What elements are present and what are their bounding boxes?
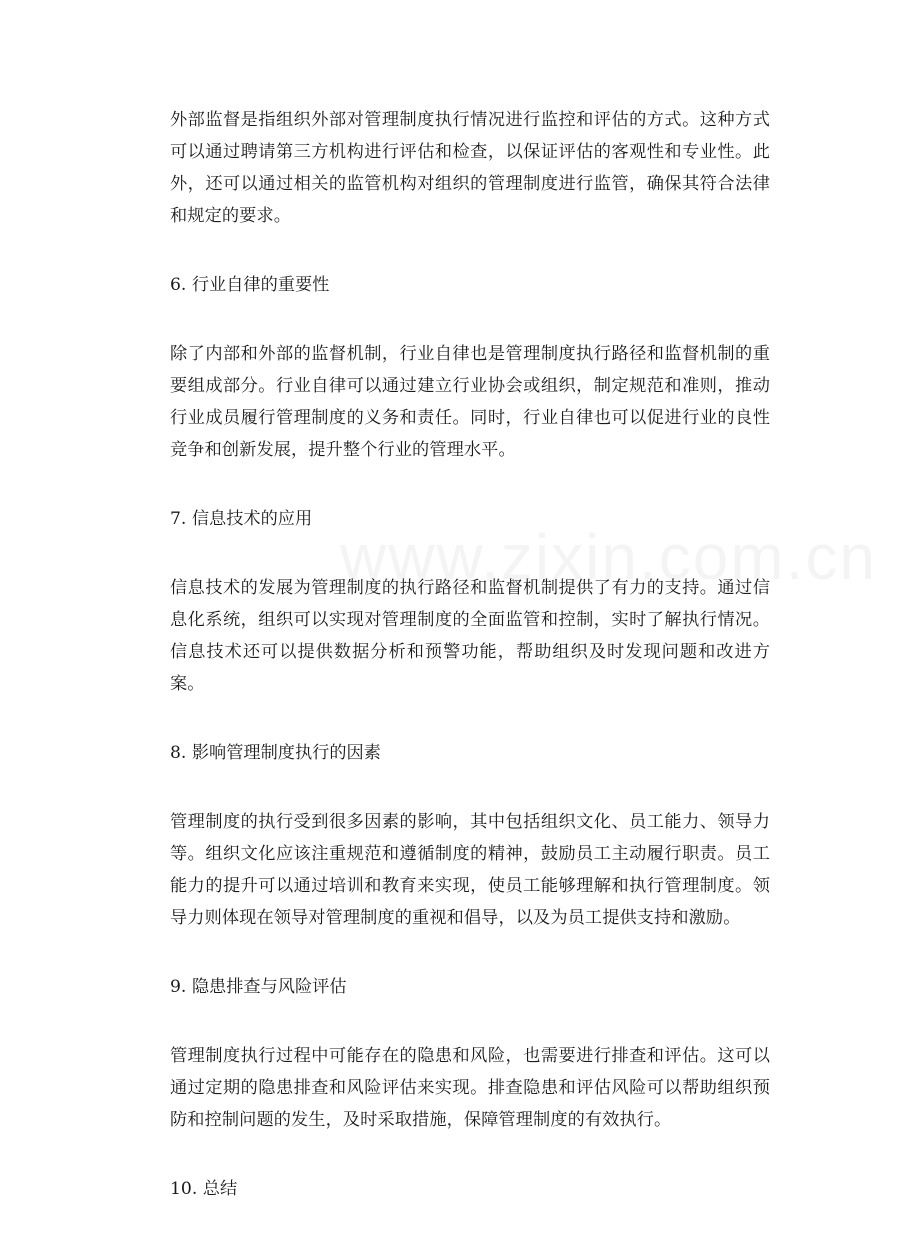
heading-section-7: 7. 信息技术的应用 xyxy=(170,509,313,529)
heading-section-8: 8. 影响管理制度执行的因素 xyxy=(170,743,381,763)
paragraph-industry-self-discipline: 除了内部和外部的监督机制，行业自律也是管理制度执行路径和监督机制的重要组成部分。行业自律可以通过建立行业协会或组织，制定规范和准则，推动行业成员履行管理制度的义务和责任。同时，行业自律也可以促进行业的良性竞争和创新发展，提升整个行业的管理水平。 xyxy=(170,344,770,460)
document-body xyxy=(170,104,770,1242)
paragraph-influencing-factors: 管理制度的执行受到很多因素的影响，其中包括组织文化、员工能力、领导力等。组织文化应该注重规范和遵循制度的精神，鼓励员工主动履行职责。员工能力的提升可以通过培训和教育来实现，使员工能够理解和执行管理制度。领导力则体现在领导对管理制度的重视和倡导，以及为员工提供支持和激励。 xyxy=(170,812,770,928)
heading-section-10: 10. 总结 xyxy=(170,1179,238,1199)
paragraph-risk-assessment: 管理制度执行过程中可能存在的隐患和风险，也需要进行排查和评估。这可以通过定期的隐患排查和风险评估来实现。排查隐患和评估风险可以帮助组织预防和控制问题的发生，及时采取措施，保障管理制度的有效执行。 xyxy=(170,1046,770,1130)
paragraph-external-supervision: 外部监督是指组织外部对管理制度执行情况进行监控和评估的方式。这种方式可以通过聘请第三方机构进行评估和检查，以保证评估的客观性和专业性。此外，还可以通过相关的监管机构对组织的管理制度进行监管，确保其符合法律和规定的要求。 xyxy=(170,110,770,226)
heading-section-9: 9. 隐患排查与风险评估 xyxy=(170,977,347,997)
heading-section-6: 6. 行业自律的重要性 xyxy=(170,275,330,295)
paragraph-information-technology: 信息技术的发展为管理制度的执行路径和监督机制提供了有力的支持。通过信息化系统，组织可以实现对管理制度的全面监管和控制，实时了解执行情况。信息技术还可以提供数据分析和预警功能，帮助组织及时发现问题和改进方案。 xyxy=(170,578,770,694)
